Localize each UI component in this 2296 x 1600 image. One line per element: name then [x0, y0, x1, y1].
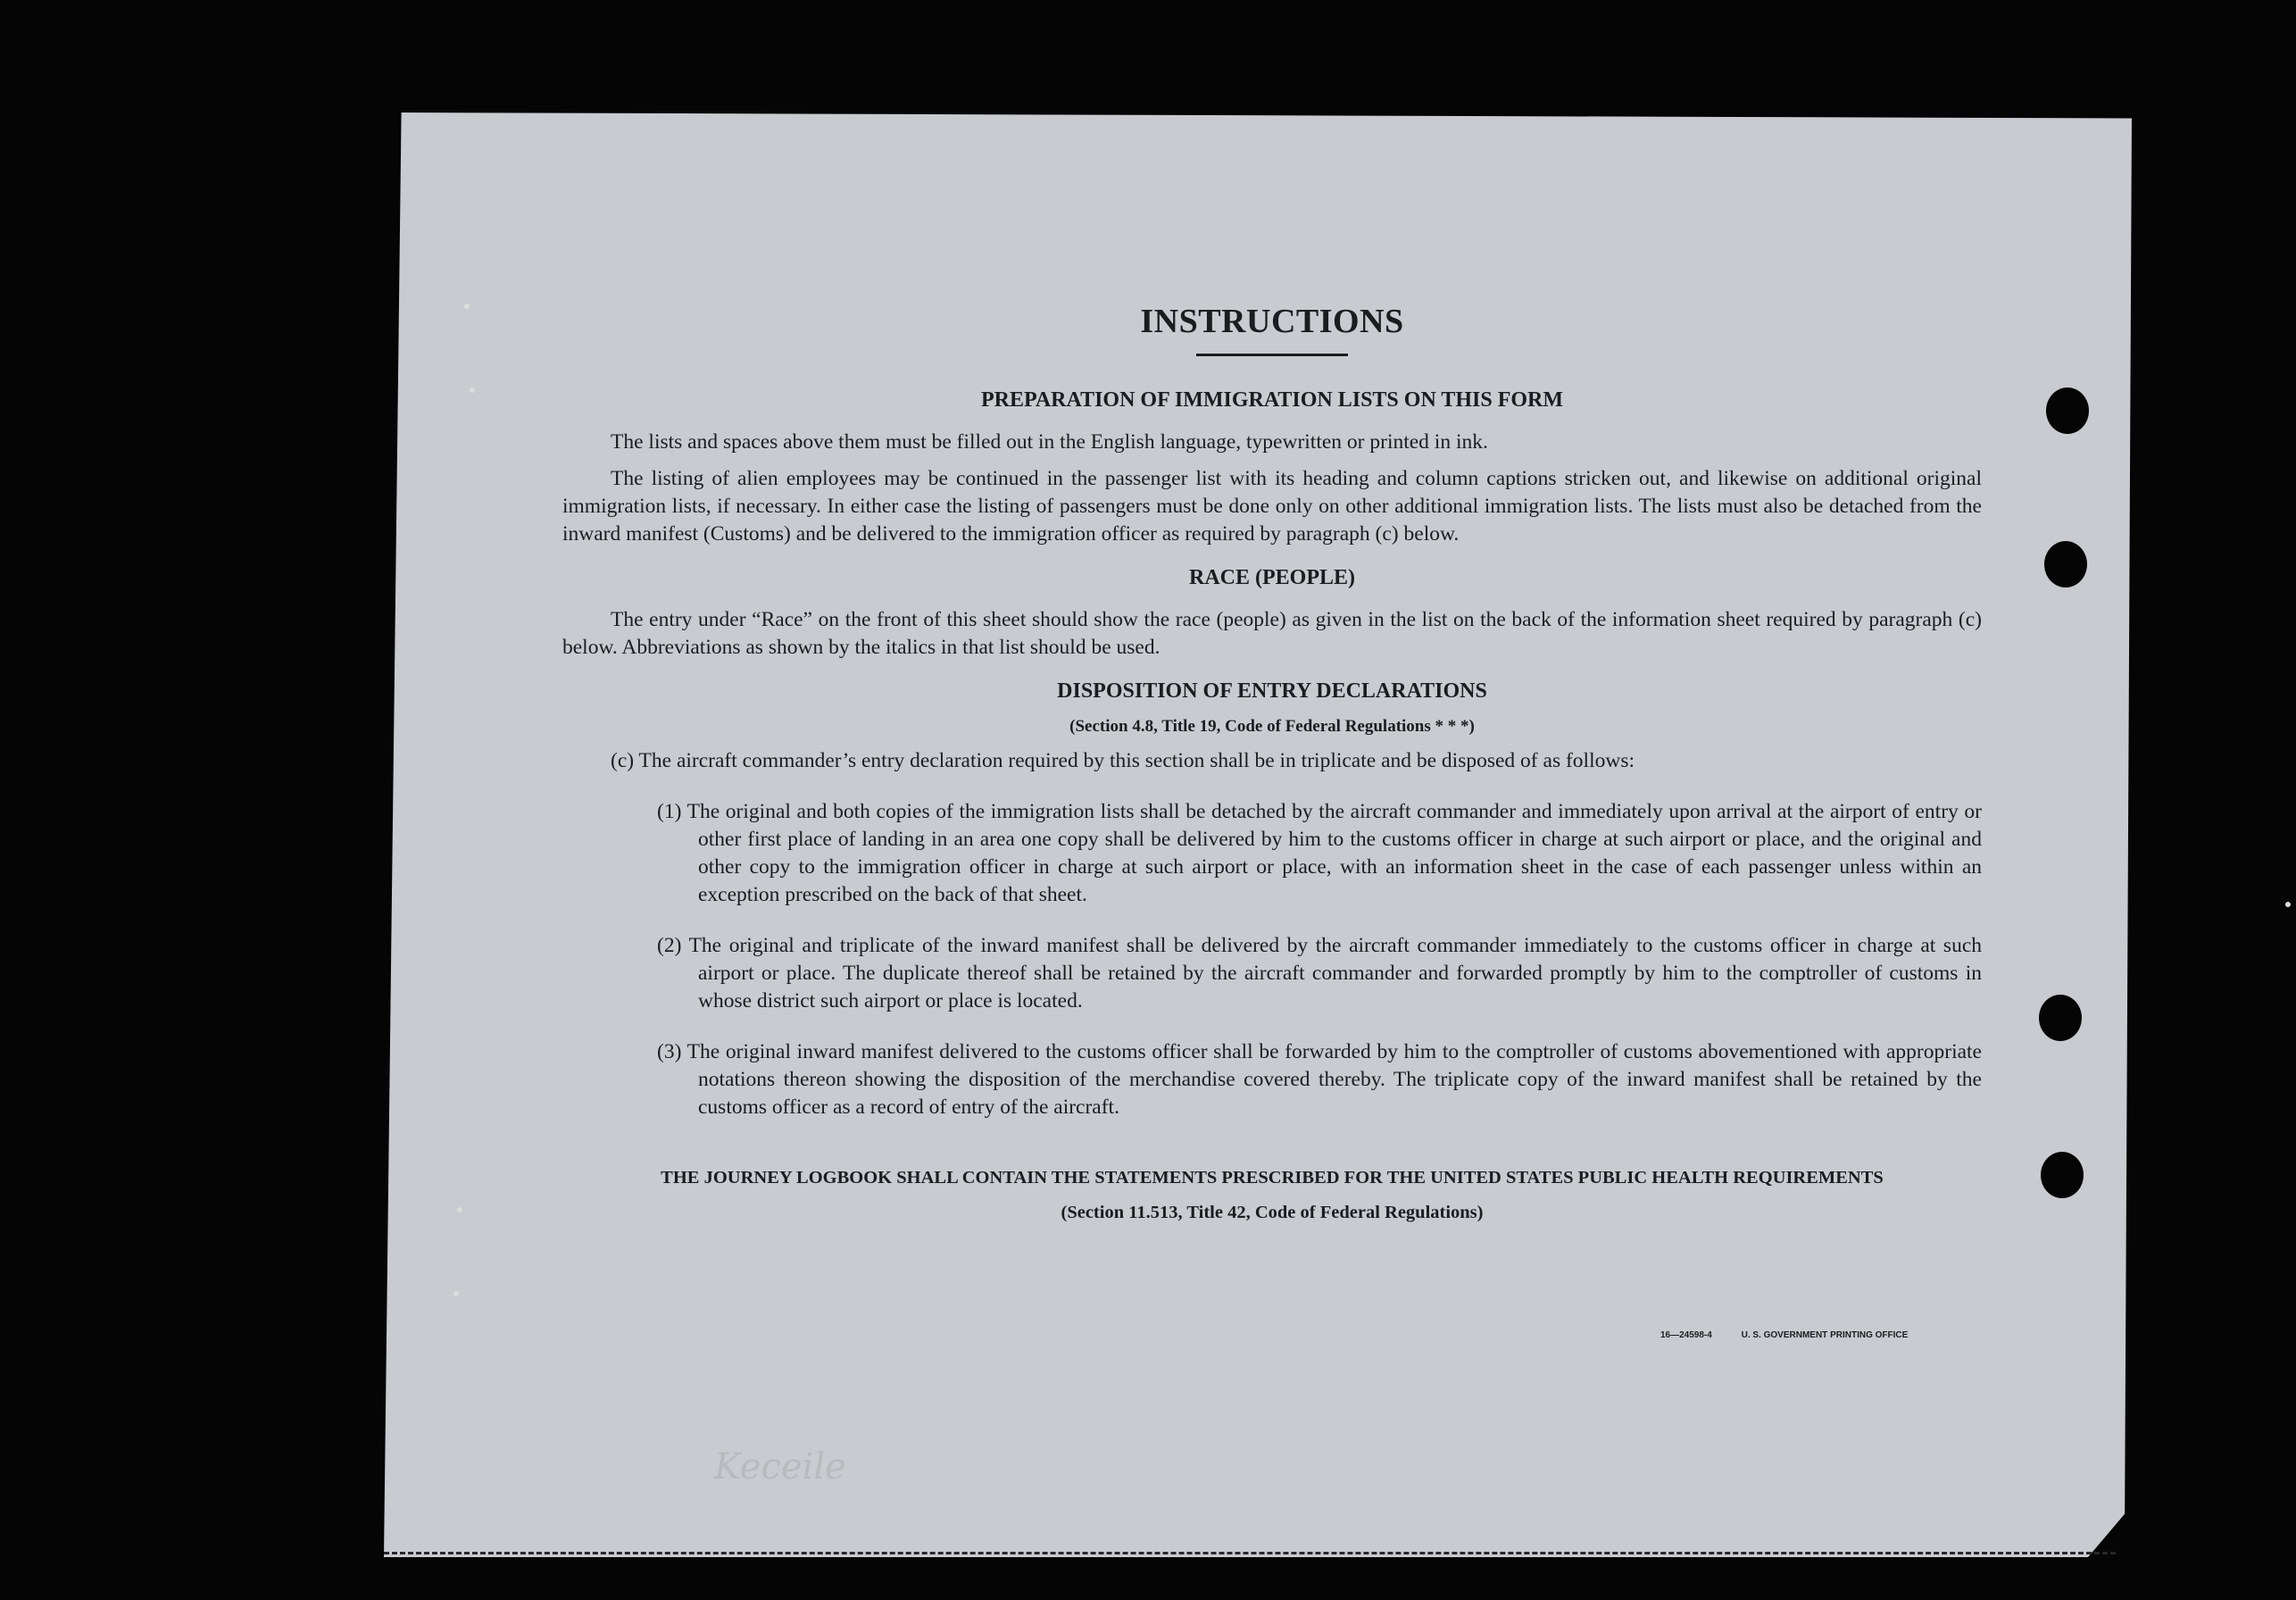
punch-hole	[2039, 995, 2082, 1041]
punch-hole	[2046, 388, 2089, 434]
printer-name: U. S. GOVERNMENT PRINTING OFFICE	[1741, 1330, 1909, 1340]
section-heading-preparation: PREPARATION OF IMMIGRATION LISTS ON THIS FORM	[980, 388, 1564, 412]
form-number: 16—24598‑4	[1660, 1330, 1712, 1340]
disposition-item-3: (3) The original inward manifest delivered to the customs officer shall be forwarded by him to the comptroller of customs abovementioned with appropriate notations thereon showing the disposition of the merchandise covered thereby. The triplicate copy of the inward manifest shall be retained by the customs officer as a record of entry of the aircraft.	[657, 1040, 1982, 1119]
punch-hole	[2041, 1152, 2084, 1198]
health-requirements-citation: (Section 11.513, Title 42, Code of Federal Regulations)	[1061, 1203, 1484, 1222]
dust-speck	[453, 1291, 459, 1296]
race-paragraph: The entry under “Race” on the front of this sheet should show the race (people) as given in the list on the back of the information sheet required by paragraph (c) below. Abbreviations as shown by the italics in that list should be used.	[562, 608, 1982, 659]
punch-hole	[2044, 541, 2087, 588]
disposition-item-2: (2) The original and triplicate of the inward manifest shall be delivered by the aircraft commander immediately to the customs officer in charge at such airport or place. The duplicate thereof shall be retained by the aircraft commander and forwarded promptly by him to the comptroller of customs in whose district such airport or place is located.	[657, 934, 1982, 1012]
preparation-paragraph-2: The listing of alien employees may be continued in the passenger list with its heading and column captions stricken out, and likewise on additional original immigration lists, if necessary. In either case the listing of passengers must be done only on other additional immigration lists. The lists must also be detached from the inward manifest (Customs) and be delivered to the immigration officer as required by paragraph (c) below.	[562, 467, 1982, 546]
section-heading-disposition: DISPOSITION OF ENTRY DECLARATIONS	[1057, 679, 1487, 703]
instructions-body	[562, 302, 1982, 1227]
disposition-clause-c: (c) The aircraft commander’s entry declaration required by this section shall be in triplicate and be disposed of as follows:	[611, 749, 1635, 772]
disposition-citation: (Section 4.8, Title 19, Code of Federal Regulations * * *)	[1069, 717, 1475, 736]
disposition-item-1: (1) The original and both copies of the immigration lists shall be detached by the aircraft commander and immediately upon arrival at the airport of entry or other first place of landing in an area one copy shall be delivered by him to the customs officer in charge at such airport or place, and the original and other copy to the immigration officer in charge at such airport or place, with an information sheet in the case of each passenger unless within an exception prescribed on the back of that sheet.	[657, 800, 1982, 906]
dust-speck	[2285, 902, 2291, 907]
perforation-line	[384, 1552, 2116, 1554]
dust-speck	[464, 304, 470, 309]
dust-speck	[470, 388, 475, 393]
pencil-signature: Keceile	[714, 1446, 846, 1488]
printer-imprint	[1660, 1330, 1908, 1340]
health-requirements-statement: THE JOURNEY LOGBOOK SHALL CONTAIN THE STATEMENTS PRESCRIBED FOR THE UNITED STATES PUBLIC HEALTH REQUIREMENTS	[661, 1168, 1884, 1188]
preparation-paragraph-1: The lists and spaces above them must be filled out in the English language, typewritten or printed in ink.	[611, 430, 1488, 454]
dust-speck	[457, 1207, 462, 1212]
title-underline	[1196, 354, 1348, 356]
section-heading-race: RACE (PEOPLE)	[1189, 566, 1355, 589]
page-title: INSTRUCTIONS	[1140, 303, 1404, 340]
